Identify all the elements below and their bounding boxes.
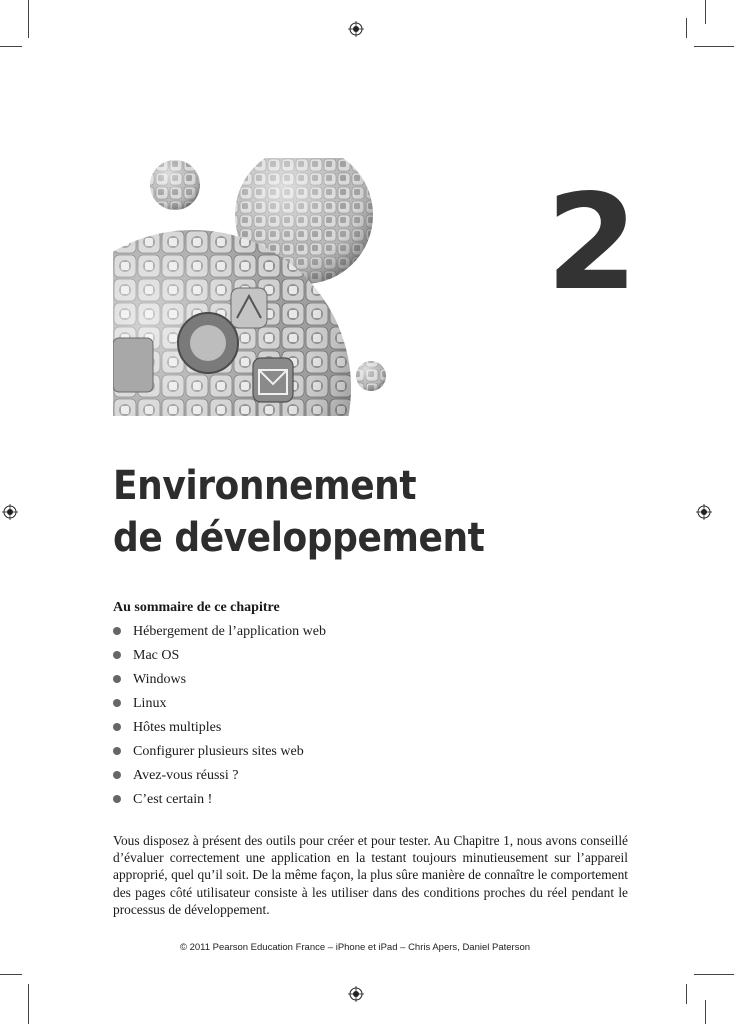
- summary-item-label: Avez-vous réussi ?: [133, 768, 239, 783]
- registration-mark-icon: [2, 504, 18, 520]
- summary-item: [113, 767, 633, 791]
- bullet-icon: [113, 699, 121, 707]
- registration-mark-icon: [348, 21, 364, 37]
- summary-item: [113, 623, 633, 647]
- bullet-icon: [113, 723, 121, 731]
- crop-mark: [686, 984, 687, 1004]
- crop-mark: [0, 974, 22, 975]
- bullet-icon: [113, 795, 121, 803]
- summary-item-label: Configurer plusieurs sites web: [133, 744, 304, 759]
- chapter-summary: [113, 599, 633, 815]
- bullet-icon: [113, 651, 121, 659]
- bullet-icon: [113, 771, 121, 779]
- crop-mark: [705, 1000, 706, 1024]
- summary-item: [113, 695, 633, 719]
- copyright-footer: © 2011 Pearson Education France – iPhone et iPad – Chris Apers, Daniel Paterson: [179, 942, 531, 953]
- summary-list: [113, 623, 633, 815]
- summary-item-label: Hébergement de l’application web: [133, 624, 326, 639]
- crop-mark: [0, 46, 22, 47]
- bullet-icon: [113, 675, 121, 683]
- summary-item: [113, 719, 633, 743]
- summary-item: [113, 791, 633, 815]
- app-icon-globes-illustration: [113, 158, 388, 416]
- body-paragraph: Vous disposez à présent des outils pour créer et pour tester. Au Chapitre 1, nous avons conseillé d’évaluer correctement une application en la testant toujours minutieusement sur l’appareil approprié, quel qu’il soit. De la même façon, la plus sûre manière de connaître le comportement des pages côté utilisateur consiste à les utiliser dans des conditions proches du réel pendant le processus de développement.: [113, 833, 628, 917]
- summary-heading: Au sommaire de ce chapitre: [113, 600, 280, 615]
- chapter-number: 2: [546, 166, 634, 320]
- crop-mark: [28, 984, 29, 1024]
- crop-mark: [694, 974, 734, 975]
- summary-item: [113, 743, 633, 767]
- chapter-title: [113, 460, 581, 564]
- chapter-title-line: Environnement: [113, 463, 417, 509]
- summary-item-label: Mac OS: [133, 648, 180, 663]
- chapter-title-line: de développement: [113, 515, 485, 561]
- summary-item-label: C’est certain !: [133, 792, 213, 807]
- registration-mark-icon: [696, 504, 712, 520]
- bullet-icon: [113, 627, 121, 635]
- summary-item-label: Windows: [133, 672, 187, 687]
- crop-mark: [694, 46, 734, 47]
- summary-item-label: Hôtes multiples: [133, 720, 222, 735]
- crop-mark: [705, 0, 706, 24]
- summary-item: [113, 671, 633, 695]
- bullet-icon: [113, 747, 121, 755]
- registration-mark-icon: [348, 986, 364, 1002]
- summary-item-label: Linux: [133, 696, 167, 711]
- summary-item: [113, 647, 633, 671]
- crop-mark: [28, 0, 29, 38]
- crop-mark: [686, 18, 687, 38]
